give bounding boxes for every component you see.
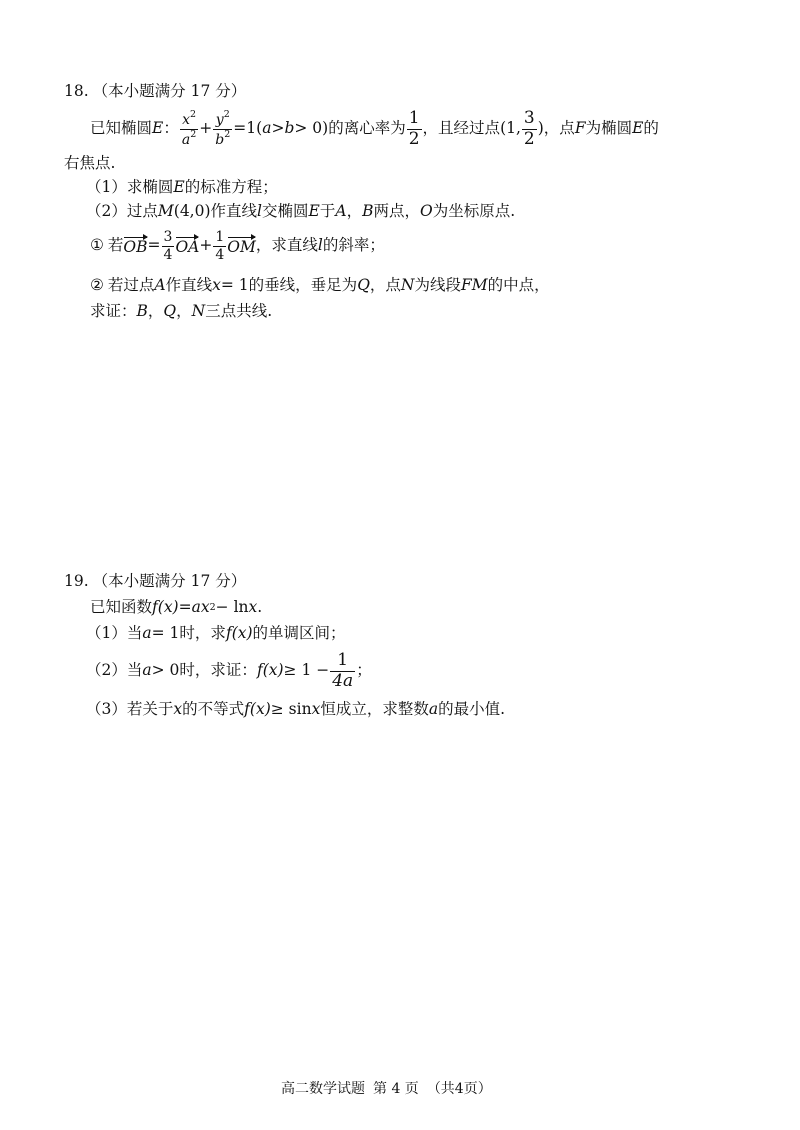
q18-ellipse-term-y: $\frac{y^2}{b^2}$ xyxy=(215,109,231,148)
q18-part1 xyxy=(86,180,278,196)
q18-text: 已知椭圆 xyxy=(90,119,153,138)
math-op: = xyxy=(178,598,192,616)
q18-text: ， xyxy=(346,202,363,220)
frac-num: 1 xyxy=(408,107,420,128)
math-var: l xyxy=(257,202,262,220)
math-arg: (x) xyxy=(231,624,253,642)
math-var: Q xyxy=(357,276,370,294)
math-var: FM xyxy=(461,276,488,294)
math-op: ≥ sin xyxy=(270,700,312,718)
q18-ellipse-term-x: $\frac{x^2}{a^2}$ xyxy=(181,109,197,148)
page-footer xyxy=(281,1082,492,1096)
q19-text: 当 xyxy=(126,661,143,680)
q18-text: 的垂线，垂足为 xyxy=(248,276,358,294)
math-var: x xyxy=(173,700,183,718)
q18-text: 的斜率； xyxy=(322,236,385,255)
q18-text: 的标准方程； xyxy=(184,178,278,196)
frac-num: 3 xyxy=(523,107,535,128)
q18-text: 右焦点. xyxy=(64,154,116,172)
q18-text: ， xyxy=(176,302,192,320)
q18-text: 的中点， xyxy=(487,276,550,294)
math-op: ≥ 1 − xyxy=(283,661,330,680)
math-var: f xyxy=(244,700,250,718)
q18-text: 求证： xyxy=(90,302,137,320)
math-var: M xyxy=(157,202,174,220)
frac-three-quarters xyxy=(162,229,175,262)
math-var: a xyxy=(142,624,152,642)
q18-text: 求椭圆 xyxy=(126,178,174,196)
math-var: Q xyxy=(163,302,177,320)
q19-score: （本小题满分 17 分） xyxy=(92,572,247,590)
q18-text: ， xyxy=(147,302,164,320)
math-var: a xyxy=(142,661,152,680)
math-op: = 1 xyxy=(151,624,180,642)
frac-one-quarter xyxy=(213,229,226,262)
q18-point: ) xyxy=(537,119,544,138)
q19-number: 19. xyxy=(64,572,89,590)
math-var: y xyxy=(215,112,224,129)
math-var: B xyxy=(136,302,148,320)
math-op: − ln xyxy=(215,598,249,616)
q18-ellipse-symbol: E xyxy=(152,119,164,138)
sub-label: ① xyxy=(90,236,104,255)
q19-header xyxy=(64,574,246,590)
q19-text: 当 xyxy=(126,624,143,642)
q18-text: ，且经过点 xyxy=(422,119,501,138)
footer-title: 高二数学试题 xyxy=(281,1081,365,1097)
q18-text: 于 xyxy=(319,202,336,220)
sub-label: ② xyxy=(90,276,104,294)
part-label: （2） xyxy=(86,202,127,220)
q18-point-y xyxy=(522,109,537,149)
q18-part2 xyxy=(86,204,515,220)
math-var: b xyxy=(284,119,295,138)
q18-text: 过点 xyxy=(126,202,158,220)
math-op: > xyxy=(271,119,285,138)
q19-text: 时，求 xyxy=(179,624,226,642)
q18-header xyxy=(64,84,246,100)
math-var: b xyxy=(215,131,225,148)
q18-sub2 xyxy=(90,278,550,294)
q18-text: 的 xyxy=(643,119,659,138)
footer-page-number: 第 4 页 xyxy=(373,1081,419,1097)
q19-text: 的不等式 xyxy=(182,700,245,718)
q19-text: . xyxy=(257,598,263,616)
q19-text: 的单调区间； xyxy=(252,624,346,642)
math-op: > 0) xyxy=(294,119,329,138)
q18-eccentricity xyxy=(407,109,422,149)
q19-text: 已知函数 xyxy=(90,598,153,616)
q18-text: ，点 xyxy=(543,119,575,138)
math-var: l xyxy=(317,236,323,255)
frac-num: 3 xyxy=(163,229,173,246)
math-var: N xyxy=(400,276,415,294)
q18-text: 两点， xyxy=(373,202,420,220)
q18-text: ，求直线 xyxy=(255,236,318,255)
q18-text: 为线段 xyxy=(414,276,461,294)
math-op: = xyxy=(147,236,161,255)
math-var: f xyxy=(225,624,232,642)
vector-OA: OA xyxy=(175,238,200,257)
frac-den: 4 xyxy=(215,246,225,263)
q19-text: ； xyxy=(356,661,372,680)
vector-OM: OM xyxy=(227,238,256,257)
q18-text: 若 xyxy=(107,236,124,255)
math-op: = 1 xyxy=(220,276,249,294)
q18-sub1 xyxy=(90,226,385,266)
part-label: （2） xyxy=(86,661,127,680)
q18-intro-line2 xyxy=(64,156,115,172)
q18-point: (1, xyxy=(500,119,521,138)
frac-den: 4 xyxy=(163,246,173,263)
math-op: + xyxy=(199,236,213,255)
math-var: x xyxy=(200,598,210,616)
math-op: > 0 xyxy=(151,661,180,680)
q18-text: 的离心率为 xyxy=(328,119,406,138)
vector-OB: OB xyxy=(123,238,148,257)
q18-text: ： xyxy=(163,119,179,138)
math-coords: (4,0) xyxy=(173,202,211,220)
math-var: A xyxy=(154,276,166,294)
q18-text: 若过点 xyxy=(107,276,155,294)
math-var: x xyxy=(182,112,190,129)
math-var: E xyxy=(308,202,320,220)
q18-number: 18. xyxy=(64,82,89,100)
frac-num: 1 xyxy=(337,649,349,670)
q18-sub2-prove xyxy=(90,304,272,320)
math-var: N xyxy=(191,302,206,320)
math-op: + xyxy=(199,119,213,138)
math-var: E xyxy=(173,178,185,196)
math-var: A xyxy=(335,202,347,220)
math-var: a xyxy=(191,598,201,616)
q18-text: 为椭圆 xyxy=(585,119,633,138)
q18-text: 三点共线. xyxy=(205,302,273,320)
math-op: =1( xyxy=(233,119,263,138)
math-var: a xyxy=(428,700,439,718)
part-label: （1） xyxy=(86,178,127,196)
q18-text: 作直线 xyxy=(165,276,213,294)
math-var: x xyxy=(311,700,321,718)
frac-one-over-4a xyxy=(330,651,355,691)
frac-den: 2 xyxy=(523,128,535,149)
q19-part3 xyxy=(86,702,505,718)
q18-intro xyxy=(90,106,659,152)
q18-text: 为坐标原点. xyxy=(432,202,516,220)
frac-num: 1 xyxy=(215,229,225,246)
math-var: O xyxy=(419,202,433,220)
math-arg: (x) xyxy=(157,598,179,616)
q19-text: 若关于 xyxy=(126,700,174,718)
q19-intro: 已知函数 f (x) = a x 2 − ln x . xyxy=(90,598,263,616)
q18-text: 交椭圆 xyxy=(262,202,309,220)
math-var: F xyxy=(574,119,586,138)
q19-text: 时，求证： xyxy=(179,661,257,680)
math-var: x xyxy=(248,598,258,616)
math-arg: (x) xyxy=(249,700,271,718)
frac-den: 2 xyxy=(408,128,420,149)
q18-score: （本小题满分 17 分） xyxy=(92,82,247,100)
part-label: （3） xyxy=(86,700,127,718)
q18-text: 作直线 xyxy=(210,202,258,220)
q18-text: ，点 xyxy=(369,276,401,294)
q19-text: 恒成立，求整数 xyxy=(320,700,429,718)
q19-part1 xyxy=(86,626,346,642)
math-var: E xyxy=(632,119,644,138)
footer-total-pages: （共4页） xyxy=(426,1081,492,1097)
q19-text: 的最小值. xyxy=(438,700,506,718)
math-var: x xyxy=(212,276,221,294)
math-arg: (x) xyxy=(262,661,284,680)
math-var: a xyxy=(262,119,272,138)
math-var: a xyxy=(181,131,191,148)
math-var: B xyxy=(362,202,374,220)
frac-den: 4a xyxy=(332,670,354,691)
math-var: f xyxy=(152,598,158,616)
part-label: （1） xyxy=(86,624,127,642)
math-var: f xyxy=(256,661,263,680)
q19-part2 xyxy=(86,650,372,692)
